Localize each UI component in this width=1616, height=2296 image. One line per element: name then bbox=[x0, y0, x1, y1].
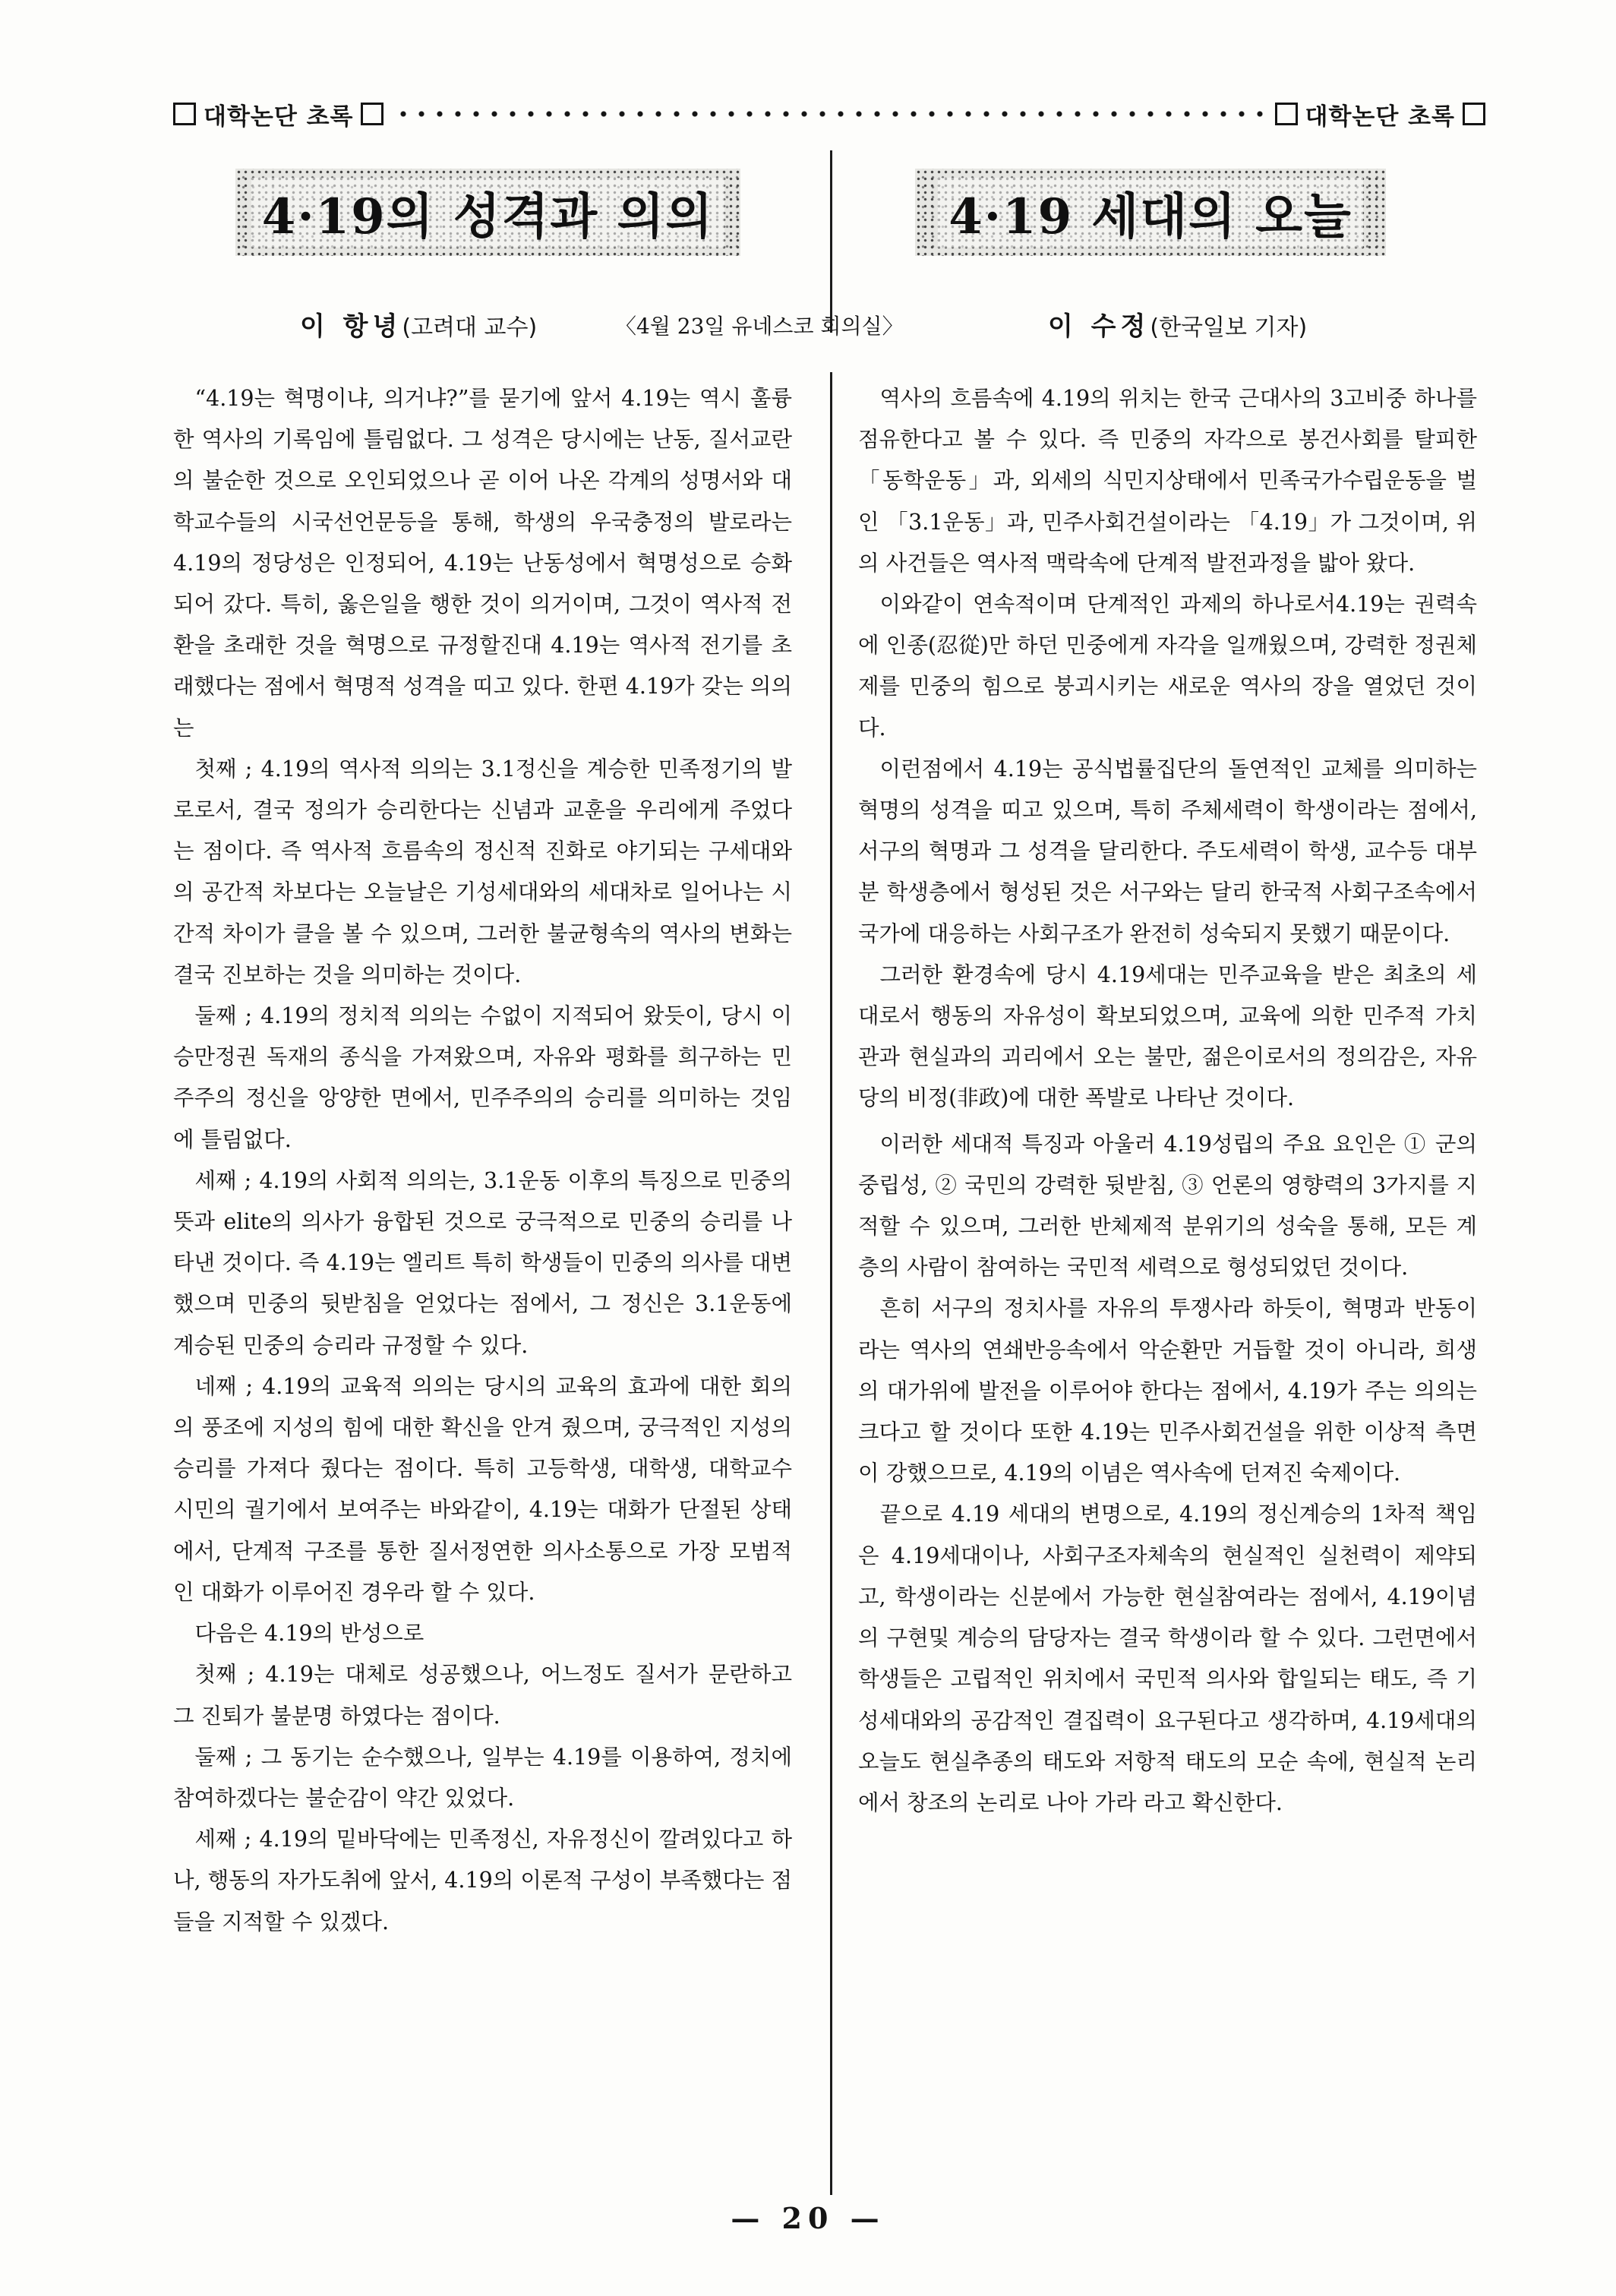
body-paragraph: 세째 ; 4.19의 밑바닥에는 민족정신, 자유정신이 깔려있다고 하나, 행동의 자가도취에 앞서, 4.19의 이론적 구성이 부족했다는 점들을 지적할 수 있겠다. bbox=[173, 1827, 792, 1934]
body-paragraph: 첫째 ; 4.19는 대체로 성공했으나, 어느정도 질서가 문란하고 그 진퇴가 불분명 하였다는 점이다. bbox=[173, 1662, 792, 1729]
dotted-leader bbox=[394, 111, 1264, 117]
body-paragraph: 세째 ; 4.19의 사회적 의의는, 3.1운동 이후의 특징으로 민중의 뜻과 elite의 의사가 융합된 것으로 궁극적으로 민중의 승리를 나타낸 것이다. 즉 4.19는 엘리트 특히 학생들이 민중의 의사를 대변했으며 민중의 뒷받침을 얻었다는 점에서, 그 정신은 3.1운동에 계승된 민중의 승리라 규정할 수 있다. bbox=[173, 1167, 792, 1358]
right-author-affiliation: (한국일보 기자) bbox=[1150, 314, 1308, 341]
body-paragraph: 그러한 환경속에 당시 4.19세대는 민주교육을 받은 최초의 세대로서 행동의 자유성이 확보되었으며, 교육에 의한 민주적 가치관과 현실과의 괴리에서 오는 불만, 젊은이로서의 정의감은, 자유당의 비정(非政)에 대한 폭발로 나타난 것이다. bbox=[858, 962, 1477, 1111]
left-article-title-banner bbox=[235, 169, 740, 256]
left-byline bbox=[300, 304, 537, 349]
running-header bbox=[173, 91, 1485, 137]
body-paragraph: 끝으로 4.19 세대의 변명으로, 4.19의 정신계승의 1차적 책임은 4.19세대이나, 사회구조자체속의 현실적인 실천력이 제약되고, 학생이라는 신분에서 가능한 현실참여라는 점에서, 4.19이념의 구현및 계승의 담당자는 결국 학생이라 할 수 있다. 그런면에서 학생들은 고립적인 위치에서 국민적 의사와 합일되는 태도, 즉 기성세대와의 공감적인 결집력이 요구된다고 생각하며, 4.19세대의 오늘도 현실추종의 태도와 저항적 태도의 모순 속에, 현실적 논리에서 창조의 논리로 나아 가라 라고 확신한다. bbox=[858, 1502, 1477, 1815]
body-paragraph: 네째 ; 4.19의 교육적 의의는 당시의 교육의 효과에 대한 회의의 풍조에 지성의 힘에 대한 확신을 안겨 줬으며, 궁극적인 지성의 승리를 가져다 줬다는 점이다. 특히 고등학생, 대학생, 대학교수 시민의 궐기에서 보여주는 바와같이, 4.19는 대화가 단절된 상태에서, 단계적 구조를 통한 질서정연한 의사소통으로 가장 모범적인 대화가 이루어진 경우라 할 수 있다. bbox=[173, 1373, 792, 1605]
right-article-title: 4·19 세대의 오늘 bbox=[938, 178, 1363, 248]
right-author-name: 이 수정 bbox=[1048, 311, 1150, 342]
column-divider bbox=[830, 372, 832, 2195]
meeting-note: 〈4월 23일 유네스코 회의실〉 bbox=[615, 314, 904, 339]
body-paragraph: “4.19는 혁명이냐, 의거냐?”를 묻기에 앞서 4.19는 역시 훌륭한 역사의 기록임에 틀림없다. 그 성격은 당시에는 난동, 질서교란의 불순한 것으로 오인되었으나 곧 이어 나온 각계의 성명서와 대학교수들의 시국선언문등을 통해, 학생의 우국충정의 발로라는 4.19의 정당성은 인정되어, 4.19는 난동성에서 혁명성으로 승화되어 갔다. 특히, 옳은일을 행한 것이 의거이며, 그것이 역사적 전환을 초래한 것을 혁명으로 규정할진대 4.19는 역사적 전기를 초래했다는 점에서 혁명적 성격을 띠고 있다. 한편 4.19가 갖는 의의는 bbox=[173, 386, 792, 741]
checkbox-square-icon bbox=[361, 103, 383, 125]
body-paragraph: 역사의 흐름속에 4.19의 위치는 한국 근대사의 3고비중 하나를 점유한다고 볼 수 있다. 즉 민중의 자각으로 봉건사회를 탈피한 「동학운동」과, 외세의 식민지상태에서 민족국가수립운동을 벌인 「3.1운동」과, 민주사회건설이라는 「4.19」가 그것이며, 위의 사건들은 역사적 맥락속에 단계적 발전과정을 밟아 왔다. bbox=[858, 386, 1477, 576]
checkbox-square-icon bbox=[173, 103, 196, 125]
running-header-left bbox=[173, 97, 383, 131]
right-article-body bbox=[858, 378, 1477, 1824]
left-article-title: 4·19의 성격과 의의 bbox=[251, 178, 724, 248]
left-author-affiliation: (고려대 교수) bbox=[402, 314, 538, 341]
running-header-left-label: 대학논단 초록 bbox=[204, 103, 354, 131]
body-paragraph: 다음은 4.19의 반성으로 bbox=[194, 1621, 425, 1647]
body-paragraph: 이런점에서 4.19는 공식법률집단의 돌연적인 교체를 의미하는 혁명의 성격을 띠고 있으며, 특히 주체세력이 학생이라는 점에서, 서구의 혁명과 그 성격을 달리한다. 주도세력이 학생, 교수등 대부분 학생층에서 형성된 것은 서구와는 달리 한국적 사회구조속에서 국가에 대응하는 사회구조가 완전히 성숙되지 못했기 때문이다. bbox=[858, 756, 1477, 946]
left-article-body bbox=[173, 378, 792, 1943]
body-paragraph: 둘째 ; 4.19의 정치적 의의는 수없이 지적되어 왔듯이, 당시 이승만정권 독재의 종식을 가져왔으며, 자유와 평화를 희구하는 민주주의 정신을 앙양한 면에서, 민주주의의 승리를 의미하는 것임에 틀림없다. bbox=[173, 1003, 792, 1152]
body-paragraph: 이러한 세대적 특징과 아울러 4.19성립의 주요 요인은 ① 군의 중립성, ② 국민의 강력한 뒷받침, ③ 언론의 영향력의 3가지를 지적할 수 있으며, 그러한 반체제적 분위기의 성숙을 통해, 모든 계층의 사람이 참여하는 국민적 세력으로 형성되었던 것이다. bbox=[858, 1131, 1477, 1281]
left-author-name: 이 항녕 bbox=[300, 311, 402, 342]
running-header-right-label: 대학논단 초록 bbox=[1305, 103, 1455, 131]
checkbox-square-icon bbox=[1275, 103, 1298, 125]
running-header-right bbox=[1275, 97, 1485, 131]
body-paragraph: 흔히 서구의 정치사를 자유의 투쟁사라 하듯이, 혁명과 반동이라는 역사의 연쇄반응속에서 악순환만 거듭할 것이 아니라, 희생의 대가위에 발전을 이루어야 한다는 점에서, 4.19가 주는 의의는 크다고 할 것이다 또한 4.19는 민주사회건설을 위한 이상적 측면이 강했으므로, 4.19의 이념은 역사속에 던져진 숙제이다. bbox=[858, 1296, 1477, 1486]
right-article-title-banner bbox=[915, 169, 1386, 256]
body-paragraph: 첫째 ; 4.19의 역사적 의의는 3.1정신을 계승한 민족정기의 발로로서, 결국 정의가 승리한다는 신념과 교훈을 우리에게 주었다는 점이다. 즉 역사적 흐름속의 정신적 진화로 야기되는 구세대와의 공간적 차보다는 오늘날은 기성세대와의 세대차로 일어나는 시간적 차이가 클을 볼 수 있으며, 그러한 불균형속의 역사의 변화는 결국 진보하는 것을 의미하는 것이다. bbox=[173, 756, 792, 987]
right-byline bbox=[1048, 304, 1307, 349]
body-paragraph: 둘째 ; 그 동기는 순수했으나, 일부는 4.19를 이용하여, 정치에 참여하겠다는 불순감이 약간 있었다. bbox=[173, 1744, 792, 1811]
checkbox-square-icon bbox=[1463, 103, 1485, 125]
page-number: — 20 — bbox=[731, 2201, 885, 2235]
body-paragraph: 이와같이 연속적이며 단계적인 과제의 하나로서4.19는 권력속에 인종(忍從)만 하던 민중에게 자각을 일깨웠으며, 강력한 정권체제를 민중의 힘으로 붕괴시키는 새로운 역사의 장을 열었던 것이다. bbox=[858, 592, 1477, 741]
